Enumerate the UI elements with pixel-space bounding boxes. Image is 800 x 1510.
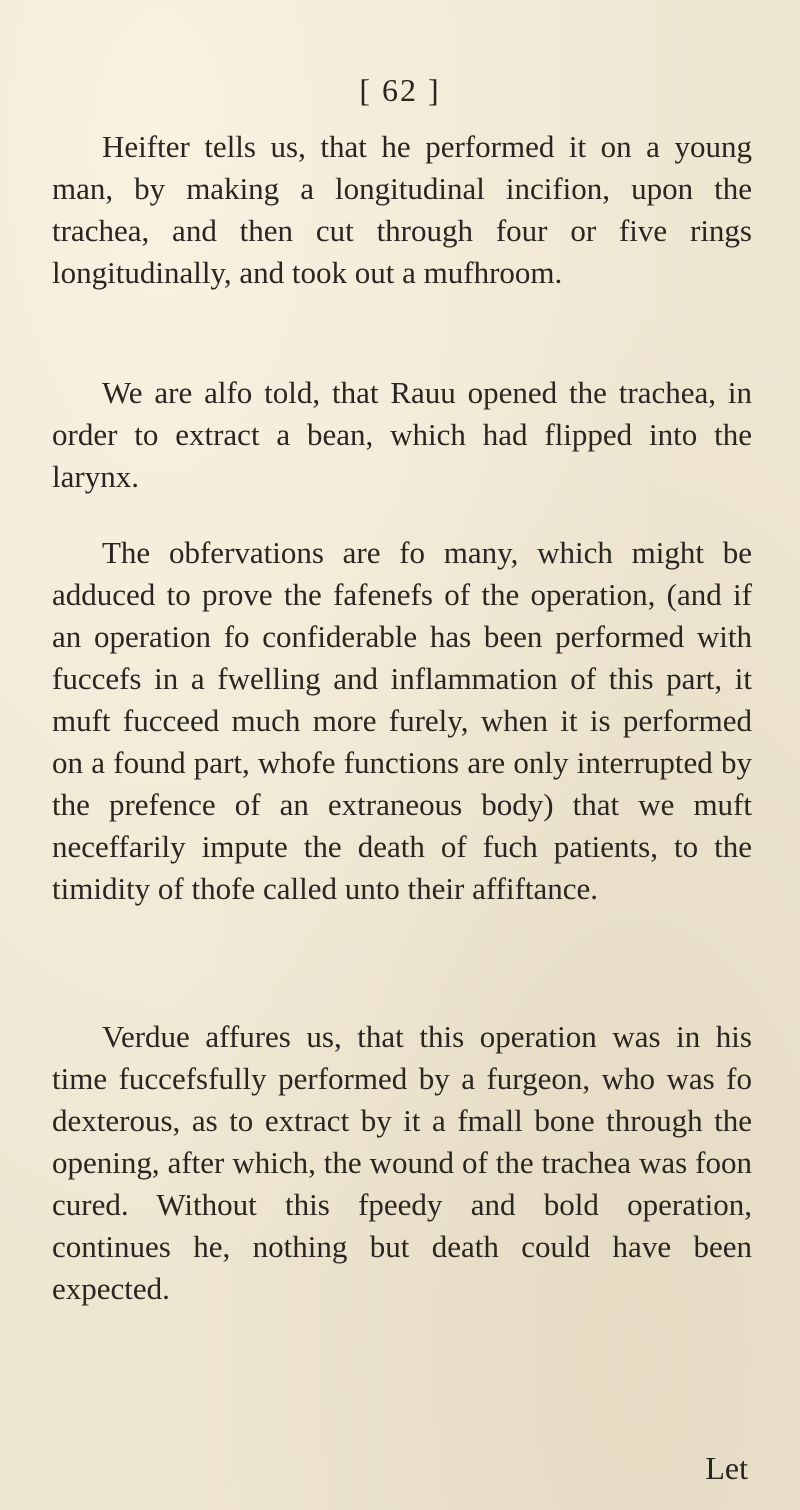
paragraph-text: Verdue affures us, that this operation was in his time fuccefsfully performed by a furgeon, who was fo dexterous, as to extract by it a fmall bone through the opening, after which, the wound of the trachea was foon cured. Without this fpeedy and bold operation, continues he, nothing but death could have been expected. — [52, 1019, 752, 1306]
paragraph-rauu — [52, 372, 752, 498]
catchword: Let — [705, 1450, 748, 1486]
paragraph-text: We are alfo told, that Rauu opened the trachea, in order to extract a bean, which had flipped into the larynx. — [52, 375, 752, 494]
paragraph-verdue — [52, 1016, 752, 1310]
paragraph-text: Heifter tells us, that he performed it on a young man, by making a longitudinal incifion, upon the trachea, and then cut through four or five rings longitudinally, and took out a mufhroom. — [52, 129, 752, 290]
paragraph-text: The obfervations are fo many, which might be adduced to prove the fafenefs of the operation, (and if an operation fo confiderable has been performed with fuccefs in a fwelling and inflammation of this part, it muft fucceed much more furely, when it is performed on a found part, whofe functions are only interrupted by the prefence of an extraneous body) that we muft neceffarily impute the death of fuch patients, to the timidity of thofe called unto their affiftance. — [52, 535, 752, 906]
paragraph-heister — [52, 126, 752, 294]
page-number: [ 62 ] — [359, 72, 441, 108]
paragraph-observations — [52, 532, 752, 910]
